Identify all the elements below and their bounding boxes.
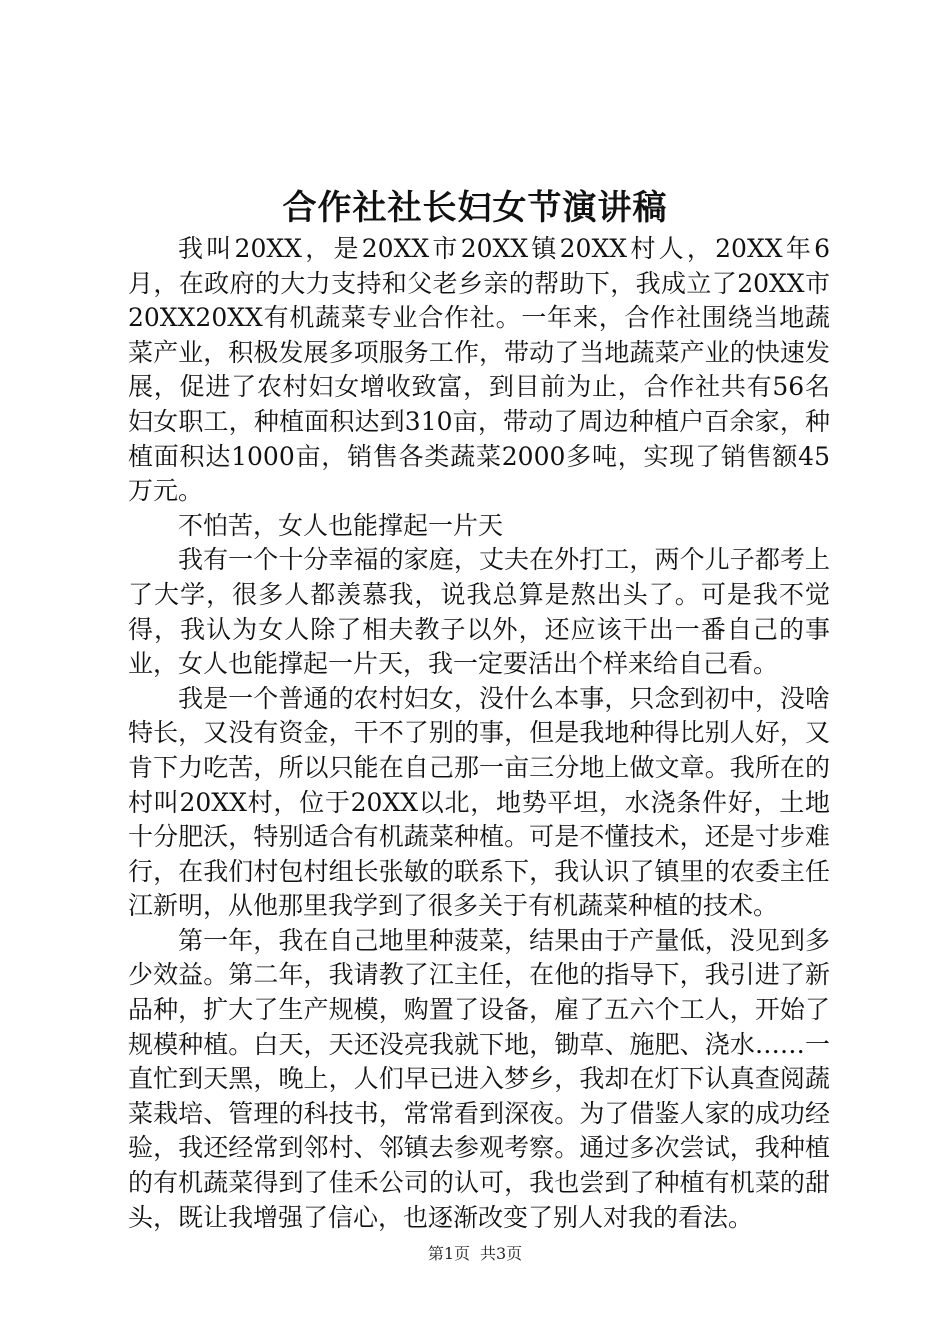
page-total: 共3页 — [480, 1244, 523, 1263]
section-heading: 不怕苦，女人也能撑起一片天 — [178, 510, 504, 540]
paragraph-intro: 我叫20XX，是20XX市20XX镇20XX村人，20XX年6月，在政府的大力支持和父老乡亲的帮助下，我成立了20XX市20XX20XX有机蔬菜专业合作社。一年来，合作社围绕当地蔬菜产业，积极发展多项服务工作，带动了当地蔬菜产业的快速发展，促进了农村妇女增收致富，到目前为止，合作社共有56名妇女职工，种植面积达到310亩，带动了周边种植户百余家，种植面积达1000亩，销售各类蔬菜2000多吨，实现了销售额45万元。 — [128, 234, 830, 506]
paragraph-family: 我有一个十分幸福的家庭，丈夫在外打工，两个儿子都考上了大学，很多人都羡慕我，说我总算是熬出头了。可是我不觉得，我认为女人除了相夫教子以外，还应该干出一番自己的事业，女人也能撑起一片天，我一定要活出个样来给自己看。 — [128, 545, 830, 679]
page-footer — [0, 1244, 950, 1264]
paragraph-background: 我是一个普通的农村妇女，没什么本事，只念到初中，没啥特长，又没有资金，干不了别的事，但是我地种得比别人好，又肯下力吃苦，所以只能在自己那一亩三分地上做文章。我所在的村叫20XX村，位于20XX以北，地势平坦，水浇条件好，土地十分肥沃，特别适合有机蔬菜种植。可是不懂技术，还是寸步难行，在我们村包村组长张敏的联系下，我认识了镇里的农委主任江新明，从他那里我学到了很多关于有机蔬菜种植的技术。 — [128, 683, 830, 921]
document-body — [128, 232, 830, 1235]
document-title: 合作社社长妇女节演讲稿 — [282, 188, 668, 228]
paragraph-first-year: 第一年，我在自己地里种菠菜，结果由于产量低，没见到多少效益。第二年，我请教了江主任，在他的指导下，我引进了新品种，扩大了生产规模，购置了设备，雇了五六个工人，开始了规模种植。白天，天还没亮我就下地，锄草、施肥、浇水……一直忙到天黑，晚上，人们早已进入梦乡，我却在灯下认真查阅蔬菜栽培、管理的科技书，常常看到深夜。为了借鉴人家的成功经验，我还经常到邻村、邻镇去参观考察。通过多次尝试，我种植的有机蔬菜得到了佳禾公司的认可，我也尝到了种植有机菜的甜头，既让我增强了信心，也逐渐改变了别人对我的看法。 — [128, 925, 830, 1232]
page-number: 第1页 — [427, 1244, 470, 1263]
